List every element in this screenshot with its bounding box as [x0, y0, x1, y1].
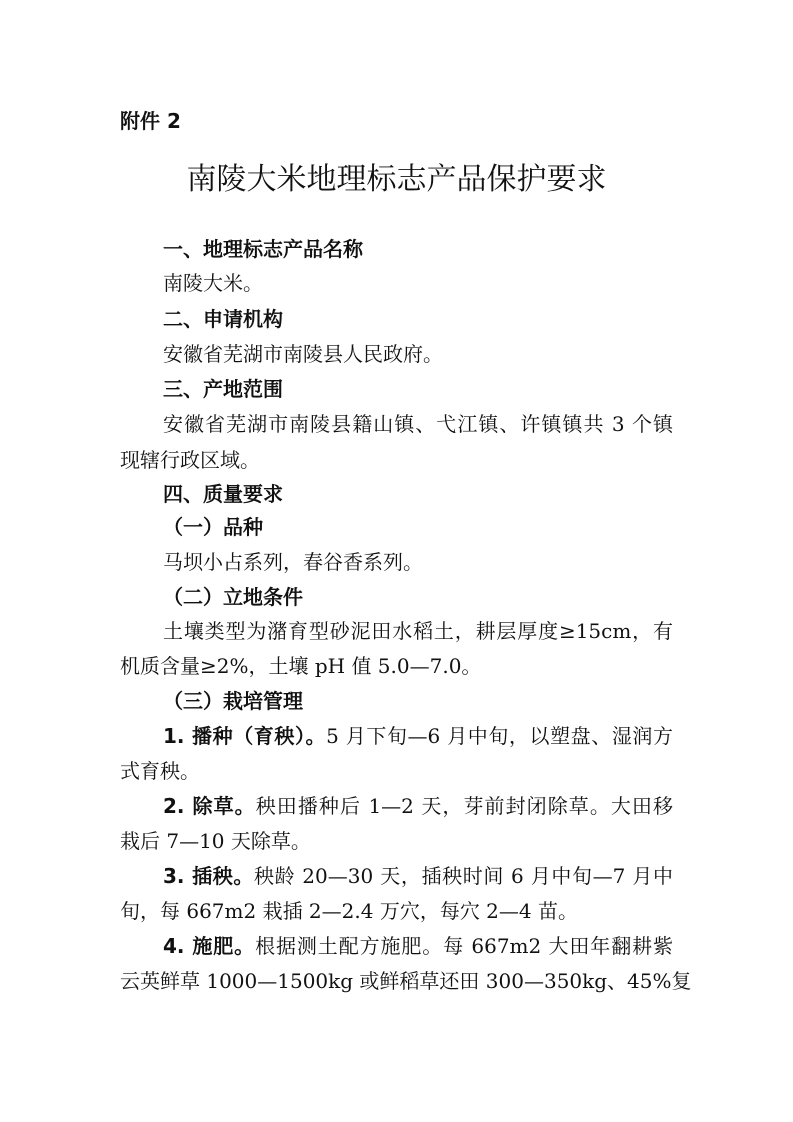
paragraph-line: 安徽省芜湖市南陵县籍山镇、弋江镇、许镇镇共 3 个镇 [163, 412, 673, 436]
section-heading: 三、产地范围 [163, 377, 283, 401]
item-title: 4. 施肥。 [163, 934, 256, 958]
paragraph-line: 云英鲜草 1000—1500kg 或鲜稻草还田 300—350kg、45%复 [120, 969, 692, 993]
item-text: 秧田播种后 1—2 天，芽前封闭除草。大田移 [255, 794, 673, 818]
subsection-heading: （三）栽培管理 [163, 689, 303, 713]
item-text: 5 月下旬—6 月中旬，以塑盘、湿润方 [326, 724, 673, 748]
section-heading: 二、申请机构 [163, 307, 283, 331]
paragraph-line: 栽后 7—10 天除草。 [120, 829, 311, 853]
document-title: 南陵大米地理标志产品保护要求 [186, 162, 607, 197]
item-title: 2. 除草。 [163, 794, 256, 818]
paragraph-line: 机质含量≥2%，土壤 pH 值 5.0—7.0。 [120, 654, 482, 678]
item-title: 3. 插秧。 [163, 864, 255, 888]
list-item-line [163, 934, 673, 958]
item-text: 根据测土配方施肥。每 667m2 大田年翻耕紫 [255, 934, 674, 958]
list-item-line [163, 724, 673, 748]
list-item-line [163, 864, 673, 888]
subsection-heading: （二）立地条件 [163, 585, 303, 609]
paragraph-line: 土壤类型为潴育型砂泥田水稻土，耕层厚度≥15cm，有 [163, 619, 673, 643]
subsection-heading: （一）品种 [163, 515, 263, 539]
paragraph-line: 现辖行政区域。 [120, 448, 260, 472]
paragraph: 马坝小占系列，春谷香系列。 [163, 550, 423, 574]
item-title: 1. 播种（育秧）。 [163, 724, 327, 748]
paragraph: 南陵大米。 [163, 271, 263, 295]
item-text: 秧龄 20—30 天，插秧时间 6 月中旬—7 月中 [254, 864, 673, 888]
list-item-line [163, 794, 673, 818]
section-heading: 四、质量要求 [163, 482, 283, 506]
attachment-label: 附件 2 [120, 109, 181, 133]
paragraph: 安徽省芜湖市南陵县人民政府。 [163, 342, 443, 366]
section-heading: 一、地理标志产品名称 [163, 237, 363, 261]
paragraph-line: 式育秧。 [120, 759, 200, 783]
paragraph-line: 旬，每 667m2 栽插 2—2.4 万穴，每穴 2—4 苗。 [120, 899, 578, 923]
